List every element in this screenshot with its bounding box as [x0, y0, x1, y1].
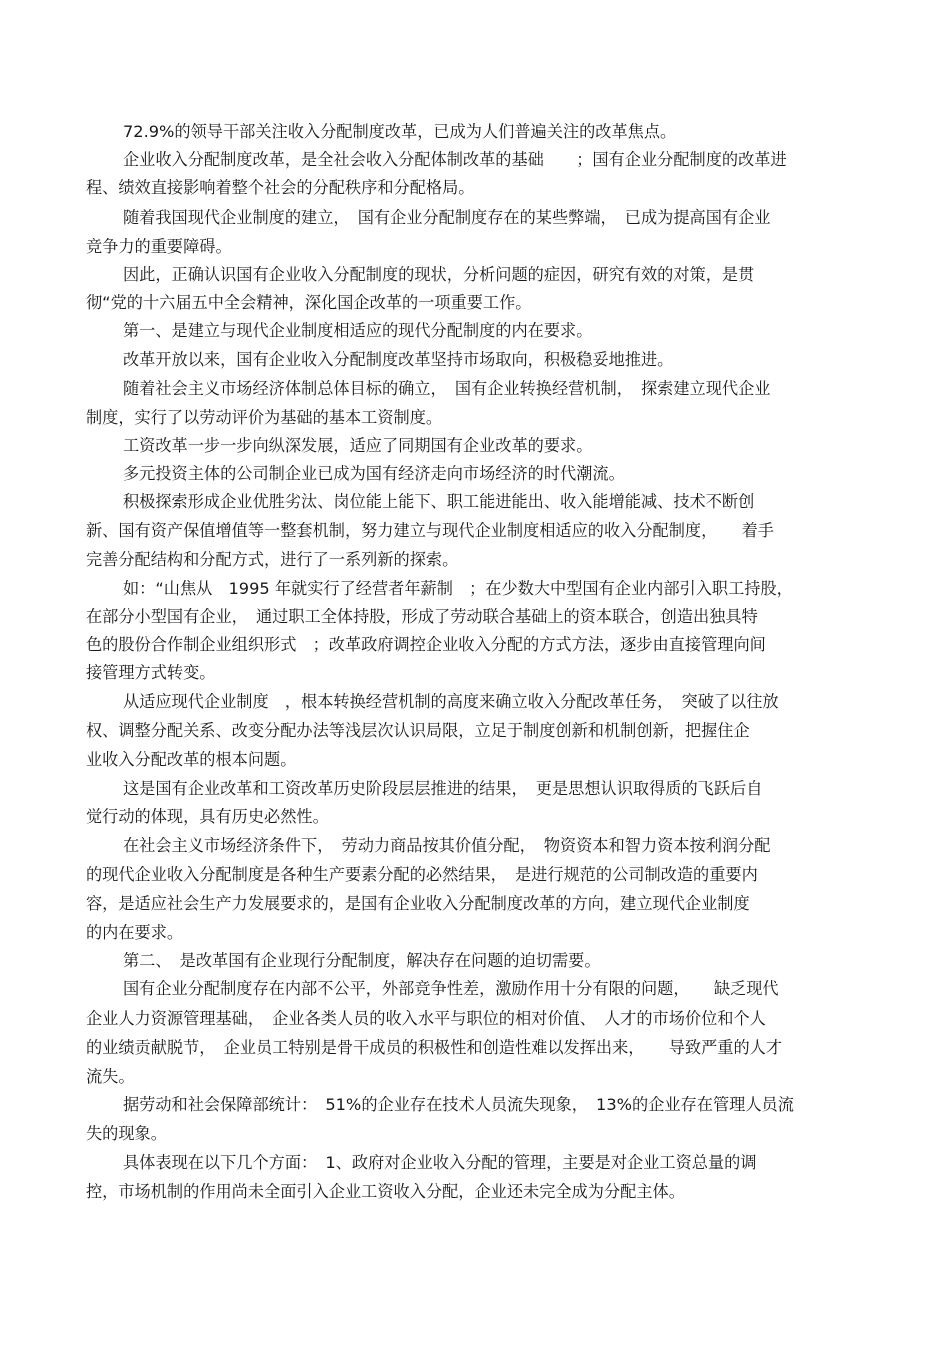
- text-line: 权、调整分配关系、改变分配办法等浅层次认识局限，立足于制度创新和机制创新，把握住企: [86, 721, 750, 740]
- text-line: 彻“党的十六届五中全会精神，深化国企改革的一项重要工作。: [86, 293, 532, 312]
- text-line: 72.9%的领导干部关注收入分配制度改革，已成为人们普遍关注的改革焦点。: [123, 122, 677, 141]
- text-line: 企业收入分配制度改革，是全社会收入分配体制改革的基础 ；国有企业分配制度的改革进: [123, 150, 787, 169]
- text-line: 多元投资主体的公司制企业已成为国有经济走向市场经济的时代潮流。: [123, 464, 625, 483]
- text-line: 新、国有资产保值增值等一整套机制，努力建立与现代企业制度相适应的收入分配制度， 着手: [86, 521, 774, 540]
- text-line: 竞争力的重要障碍。: [86, 237, 232, 256]
- text-line: 色的股份合作制企业组织形式 ；改革政府调控企业收入分配的方式方法，逐步由直接管理向间: [86, 635, 766, 654]
- text-line: 制度，实行了以劳动评价为基础的基本工资制度。: [86, 408, 443, 427]
- text-line: 据劳动和社会保障部统计： 51%的企业存在技术人员流失现象， 13%的企业存在管理人员流: [123, 1095, 794, 1114]
- text-line: 第二、 是改革国有企业现行分配制度，解决存在问题的迫切需要。: [123, 951, 601, 970]
- text-line: 从适应现代企业制度 ，根本转换经营机制的高度来确立收入分配改革任务， 突破了以往放: [123, 692, 779, 711]
- text-line: 积极探索形成企业优胜劣汰、岗位能上能下、职工能进能出、收入能增能减、技术不断创: [123, 492, 755, 511]
- text-line: 完善分配结构和分配方式，进行了一系列新的探索。: [86, 550, 459, 569]
- text-line: 随着我国现代企业制度的建立， 国有企业分配制度存在的某些弊端， 已成为提高国有企业: [123, 208, 771, 227]
- text-line: 这是国有企业改革和工资改革历史阶段层层推进的结果， 更是思想认识取得质的飞跃后自: [123, 779, 763, 798]
- text-line: 随着社会主义市场经济体制总体目标的确立， 国有企业转换经营机制， 探索建立现代企业: [123, 379, 771, 398]
- text-line: 企业人力资源管理基础， 企业各类人员的收入水平与职位的相对价值、 人才的市场价位和个人: [86, 1009, 766, 1028]
- text-line: 在部分小型国有企业， 通过职工全体持股，形成了劳动联合基础上的资本联合，创造出独具特: [86, 607, 758, 626]
- text-line: 程、绩效直接影响着整个社会的分配秩序和分配格局。: [86, 178, 475, 197]
- text-line: 因此，正确认识国有企业收入分配制度的现状，分析问题的症因，研究有效的对策，是贯: [123, 265, 755, 284]
- text-line: 的内在要求。: [86, 923, 184, 942]
- text-line: 接管理方式转变。: [86, 663, 216, 682]
- text-line: 觉行动的体现，具有历史必然性。: [86, 807, 329, 826]
- text-line: 如：“山焦从 1995 年就实行了经营者年薪制 ；在少数大中型国有企业内部引入职工持股，: [123, 579, 793, 598]
- text-line: 失的现象。: [86, 1124, 167, 1143]
- text-line: 控，市场机制的作用尚未全面引入企业工资收入分配，企业还未完全成为分配主体。: [86, 1182, 685, 1201]
- text-line: 容，是适应社会生产力发展要求的，是国有企业收入分配制度改革的方向，建立现代企业制度: [86, 894, 750, 913]
- text-line: 业收入分配改革的根本问题。: [86, 750, 297, 769]
- text-line: 第一、是建立与现代企业制度相适应的现代分配制度的内在要求。: [123, 321, 593, 340]
- text-line: 流失。: [86, 1067, 135, 1086]
- text-line: 改革开放以来，国有企业收入分配制度改革坚持市场取向，积极稳妥地推进。: [123, 350, 674, 369]
- text-line: 的业绩贡献脱节， 企业员工特别是骨干成员的积极性和创造性难以发挥出来， 导致严重的人才: [86, 1038, 783, 1057]
- text-line: 的现代企业收入分配制度是各种生产要素分配的必然结果， 是进行规范的公司制改造的重要内: [86, 865, 758, 884]
- text-line: 国有企业分配制度存在内部不公平，外部竞争性差，激励作用十分有限的问题， 缺乏现代: [123, 979, 779, 998]
- text-line: 在社会主义市场经济条件下， 劳动力商品按其价值分配， 物资资本和智力资本按利润分配: [123, 836, 771, 855]
- text-line: 工资改革一步一步向纵深发展，适应了同期国有企业改革的要求。: [123, 436, 593, 455]
- text-line: 具体表现在以下几个方面： 1、政府对企业收入分配的管理，主要是对企业工资总量的调: [123, 1153, 757, 1172]
